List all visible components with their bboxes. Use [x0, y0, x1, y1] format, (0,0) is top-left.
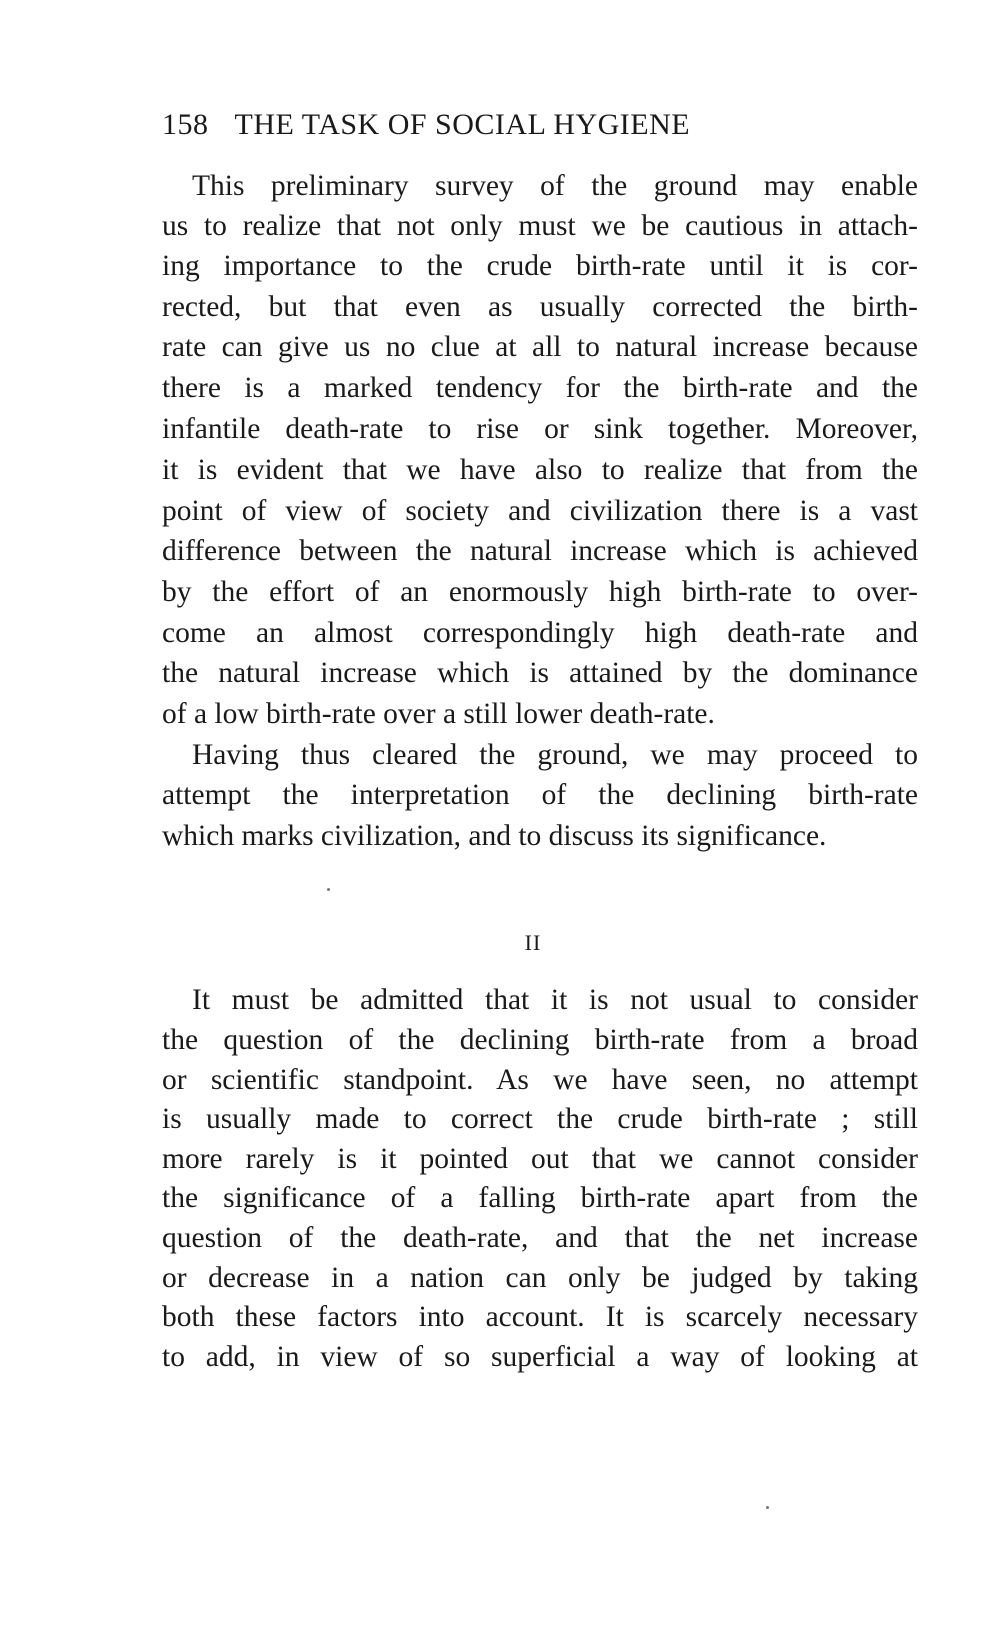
text-line: ing importance to the crude birth-rate until it is cor-: [162, 250, 918, 282]
text-line: the question of the declining birth-rate from a broad: [162, 1024, 918, 1056]
text-line: difference between the natural increase which is achieved: [162, 535, 918, 567]
text-line: which marks civilization, and to discuss its significance.: [162, 820, 827, 852]
print-speck: [766, 1506, 769, 1509]
text-line: to add, in view of so superficial a way of looking at: [162, 1341, 918, 1373]
text-line: rected, but that even as usually corrected the birth-: [162, 291, 918, 323]
running-title: THE TASK OF SOCIAL HYGIENE: [234, 108, 691, 141]
text-line: rate can give us no clue at all to natural increase because: [162, 331, 918, 363]
section-numeral: II: [524, 930, 542, 955]
running-head: [162, 108, 862, 142]
text-line: point of view of society and civilization there is a vast: [162, 495, 918, 527]
text-line: is usually made to correct the crude birth-rate ; still: [162, 1103, 918, 1135]
text-line: This preliminary survey of the ground may enable: [192, 170, 918, 202]
text-line: there is a marked tendency for the birth-rate and the: [162, 372, 918, 404]
print-speck: [327, 888, 330, 891]
text-line: the natural increase which is attained by the dominance: [162, 657, 918, 689]
text-line: or decrease in a nation can only be judged by taking: [162, 1262, 918, 1294]
text-line: question of the death-rate, and that the net increase: [162, 1222, 918, 1254]
text-line: both these factors into account. It is scarcely necessary: [162, 1301, 918, 1333]
text-line: infantile death-rate to rise or sink together. Moreover,: [162, 413, 918, 445]
text-line: more rarely is it pointed out that we cannot consider: [162, 1143, 918, 1175]
page-number: 158: [162, 108, 209, 141]
text-line: by the effort of an enormously high birth-rate to over-: [162, 576, 918, 608]
text-line: or scientific standpoint. As we have seen, no attempt: [162, 1064, 918, 1096]
text-line: attempt the interpretation of the declining birth-rate: [162, 779, 918, 811]
text-line: Having thus cleared the ground, we may proceed to: [192, 739, 918, 771]
text-line: come an almost correspondingly high death-rate and: [162, 617, 918, 649]
text-line: of a low birth-rate over a still lower death-rate.: [162, 698, 715, 730]
text-line: it is evident that we have also to realize that from the: [162, 454, 918, 486]
text-line: It must be admitted that it is not usual to consider: [192, 984, 918, 1016]
text-line: the significance of a falling birth-rate apart from the: [162, 1182, 918, 1214]
text-line: us to realize that not only must we be cautious in attach-: [162, 210, 918, 242]
